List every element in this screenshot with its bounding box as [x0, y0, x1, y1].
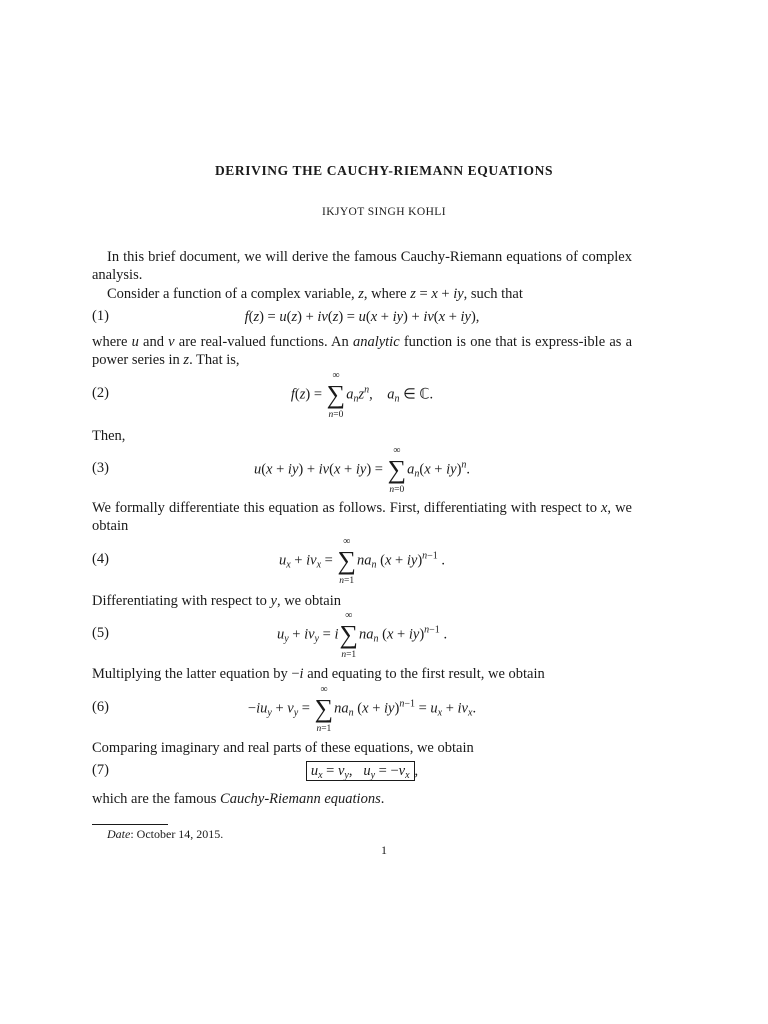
paper-title: DERIVING THE CAUCHY-RIEMANN EQUATIONS — [214, 163, 554, 178]
equation-body: $-iu_y + v_y$ = ∞ ∑ n=1 $na_n$ $(x + iy)^{n-1} = u_x + iv_x$. — [247, 684, 477, 734]
equation-number: (1) — [92, 308, 109, 324]
equation-body: $u_x + iv_x$ = ∞ ∑ n=1 $na_n$ (x + iy)$^{n-1}$ . — [278, 536, 446, 586]
boxed-result: $u_x = v_y$, $u_y = -v_x$ — [306, 761, 415, 781]
diff-y-paragraph: Differentiating with respect to y, we obtain — [92, 593, 341, 609]
intro-paragraph: In this brief document, we will derive the famous Cauchy-Riemann equations of complex analysis. — [92, 249, 632, 283]
equation-number: (5) — [92, 625, 109, 641]
author-name: IKJYOT SINGH KOHLI — [322, 206, 446, 218]
equation-6 — [92, 684, 632, 734]
formally-paragraph: We formally differentiate this equation as follows. First, differentiating with respect to x, we obtain — [92, 500, 632, 534]
footnote-date: Date: October 14, 2015. — [107, 827, 224, 841]
compare-paragraph: Comparing imaginary and real parts of these equations, we obtain — [92, 740, 474, 756]
equation-body: f(z) = u(z) + iv(z) = u(x + iy) + iv(x + iy), — [244, 309, 480, 325]
multiply-paragraph: Multiplying the latter equation by −i and equating to the first result, we obtain — [92, 666, 545, 682]
equation-5 — [92, 610, 632, 660]
footnote-rule — [92, 824, 168, 825]
equation-body: f(z) = ∞ ∑ n=0 $a_nz^n$, $a_n$ ∈ ℂ. — [290, 370, 434, 420]
equation-3 — [92, 445, 632, 495]
equation-number: (7) — [92, 762, 109, 778]
equation-body: $u_x = v_y$, $u_y = -v_x$ , — [92, 759, 632, 783]
equation-2 — [92, 370, 632, 420]
equation-7 — [92, 759, 632, 783]
equation-number: (6) — [92, 699, 109, 715]
equation-body: $u_y + iv_y = i$ ∞ ∑ n=1 $na_n$ (x + iy)$^{n-1}$ . — [276, 610, 448, 660]
final-paragraph: which are the famous Cauchy-Riemann equations. — [92, 791, 385, 807]
where-paragraph: where u and v are real-valued functions. An analytic function is one that is express-ible as a power series in z. That is, — [92, 334, 633, 368]
then-paragraph: Then, — [92, 428, 126, 444]
equation-number: (4) — [92, 551, 109, 567]
equation-4 — [92, 536, 632, 586]
equation-number: (3) — [92, 460, 109, 476]
equation-1 — [92, 305, 632, 329]
equation-body: u(x + iy) + iv(x + iy) = ∞ ∑ n=0 $a_n(x + iy)^n$. — [253, 445, 471, 495]
page-number: 1 — [381, 843, 387, 857]
equation-number: (2) — [92, 385, 109, 401]
consider-paragraph: Consider a function of a complex variable, z, where z = x + iy, such that — [107, 286, 523, 302]
